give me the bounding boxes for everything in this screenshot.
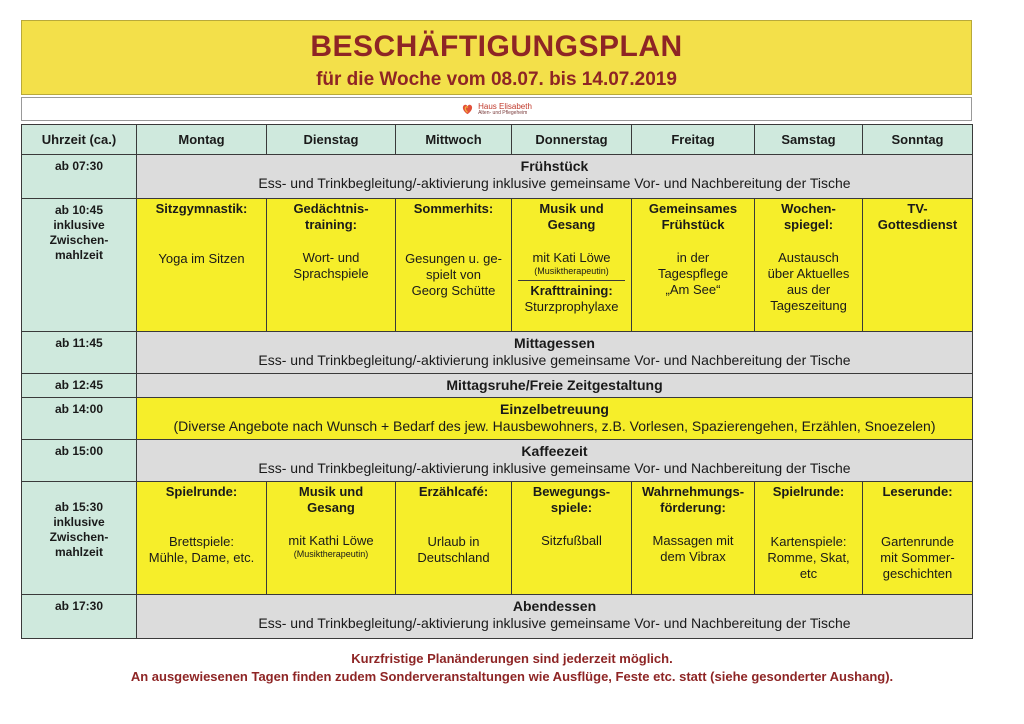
activity-cell-wed bbox=[396, 482, 512, 595]
meal-cell-lunch bbox=[137, 332, 973, 374]
activity-text: über Aktuelles bbox=[767, 266, 850, 281]
meal-title: Abendessen bbox=[512, 598, 597, 614]
activity-text: mit Kati Löwe bbox=[532, 250, 611, 265]
activity-text: Massagen mit bbox=[652, 533, 734, 548]
care-text: (Diverse Angebote nach Wunsch + Bedarf des jew. Hausbewohners, z.B. Vorlesen, Spazierengehen, Erzählen, Snoezelen) bbox=[173, 418, 936, 434]
activity-title: Gemeinsames bbox=[648, 201, 738, 216]
activity-text: „Am See“ bbox=[665, 282, 721, 297]
activity-cell-mon bbox=[137, 482, 267, 595]
meal-note: Ess- und Trinkbegleitung/-aktivierung inklusive gemeinsame Vor- und Nachbereitung der Tische bbox=[258, 460, 851, 476]
col-thursday: Donnerstag bbox=[512, 125, 632, 155]
activity-cell-sun bbox=[863, 482, 973, 595]
individual-care-cell bbox=[137, 398, 973, 440]
rest-title: Mittagsruhe/Freie Zeitgestaltung bbox=[446, 377, 663, 393]
activity-title: Gedächtnis- bbox=[293, 201, 369, 216]
page-subtitle: für die Woche vom 08.07. bis 14.07.2019 bbox=[316, 69, 677, 90]
activity-cell-fri bbox=[632, 482, 755, 595]
activity-text: geschichten bbox=[882, 566, 953, 581]
meal-note: Ess- und Trinkbegleitung/-aktivierung inklusive gemeinsame Vor- und Nachbereitung der Tische bbox=[258, 175, 851, 191]
activity-title: Erzählcafé: bbox=[418, 484, 489, 499]
time-label: mahlzeit bbox=[54, 248, 103, 262]
time-cell bbox=[22, 199, 137, 332]
activity-title: Gesang bbox=[547, 217, 596, 232]
activity-title: spiegel: bbox=[783, 217, 834, 232]
activity-text: Georg Schütte bbox=[411, 283, 496, 298]
footer-note-2: An ausgewiesenen Tagen finden zudem Sonderveranstaltungen wie Ausflüge, Feste etc. statt (siehe gesonderter Aushang). bbox=[130, 669, 894, 684]
row-1245 bbox=[22, 374, 973, 398]
meal-note: Ess- und Trinkbegleitung/-aktivierung inklusive gemeinsame Vor- und Nachbereitung der Tische bbox=[258, 352, 851, 368]
activity-title: Spielrunde: bbox=[772, 484, 845, 499]
activity-text: etc bbox=[799, 566, 818, 581]
logo-subtitle: Alten- und Pflegeheim bbox=[478, 109, 528, 116]
time-label: mahlzeit bbox=[54, 545, 103, 559]
activity-text: Sitzfußball bbox=[541, 533, 602, 548]
activity-title: Gesang bbox=[307, 500, 355, 515]
meal-note: Ess- und Trinkbegleitung/-aktivierung inklusive gemeinsame Vor- und Nachbereitung der Tische bbox=[258, 615, 851, 631]
col-wednesday: Mittwoch bbox=[396, 125, 512, 155]
activity-text: Austausch bbox=[778, 250, 839, 265]
header-row bbox=[22, 125, 973, 155]
activity-title: Bewegungs- bbox=[532, 484, 611, 499]
activity-title: Frühstück bbox=[661, 217, 725, 232]
footer-note-1: Kurzfristige Planänderungen sind jederzeit möglich. bbox=[351, 651, 673, 666]
activity-text: Kartenspiele: bbox=[770, 534, 847, 549]
activity-text: Wort- und bbox=[302, 250, 360, 265]
activity-title: Musik und bbox=[539, 201, 604, 216]
time-cell: ab 17:30 bbox=[22, 595, 137, 639]
col-tuesday: Dienstag bbox=[267, 125, 396, 155]
time-label: ab 10:45 bbox=[54, 203, 104, 217]
row-1530 bbox=[22, 482, 973, 595]
col-monday: Montag bbox=[137, 125, 267, 155]
meal-cell-coffee bbox=[137, 440, 973, 482]
activity-title: förderung: bbox=[660, 500, 726, 515]
activity-title: Wochen- bbox=[781, 201, 836, 216]
activity-text: Sprachspiele bbox=[293, 266, 369, 281]
activity-text: spielt von bbox=[426, 267, 481, 282]
activity-title: TV- bbox=[907, 201, 928, 216]
activity-text: Romme, Skat, bbox=[767, 550, 850, 565]
meal-cell-dinner bbox=[137, 595, 973, 639]
col-friday: Freitag bbox=[632, 125, 755, 155]
row-0730 bbox=[22, 155, 973, 199]
time-label: inklusive bbox=[53, 218, 105, 232]
heart-logo-icon bbox=[461, 103, 474, 116]
activity-cell-thu bbox=[512, 199, 632, 332]
col-saturday: Samstag bbox=[755, 125, 863, 155]
activity-text: dem Vibrax bbox=[660, 549, 726, 564]
time-label: Zwischen- bbox=[49, 233, 109, 247]
activity-cell-tue bbox=[267, 482, 396, 595]
activity-text: Mühle, Dame, etc. bbox=[148, 550, 255, 565]
row-1145 bbox=[22, 332, 973, 374]
activity-title: Wahrnehmungs- bbox=[641, 484, 745, 499]
row-1045 bbox=[22, 199, 973, 332]
activity-text: mit Sommer- bbox=[880, 550, 955, 565]
activity-text: Yoga im Sitzen bbox=[158, 251, 245, 266]
activity-text: Deutschland bbox=[417, 550, 490, 565]
activity-text: Tageszeitung bbox=[770, 298, 847, 313]
activity-text: Gartenrunde bbox=[881, 534, 954, 549]
time-cell: ab 14:00 bbox=[22, 398, 137, 440]
activity-text: Tagespflege bbox=[657, 266, 729, 281]
schedule-table bbox=[21, 124, 973, 639]
activity-cell-sat bbox=[755, 482, 863, 595]
activity-title: Spielrunde: bbox=[165, 484, 238, 499]
activity-text: Urlaub in bbox=[427, 534, 480, 549]
activity-text: in der bbox=[676, 250, 710, 265]
activity-title: Leserunde: bbox=[882, 484, 953, 499]
time-label: ab 15:30 bbox=[54, 500, 104, 514]
col-time: Uhrzeit (ca.) bbox=[22, 125, 137, 155]
time-label: inklusive bbox=[53, 515, 105, 529]
activity-text: Brettspiele: bbox=[168, 534, 235, 549]
time-label: Zwischen- bbox=[49, 530, 109, 544]
row-1730 bbox=[22, 595, 973, 639]
rest-cell bbox=[137, 374, 973, 398]
activity-title: Krafttraining: bbox=[530, 283, 613, 298]
time-cell: ab 07:30 bbox=[22, 155, 137, 199]
logo-name: Haus Elisabeth bbox=[478, 101, 532, 111]
activity-cell-sat bbox=[755, 199, 863, 332]
activity-title: spiele: bbox=[550, 500, 593, 515]
meal-title: Mittagessen bbox=[514, 335, 595, 351]
activity-text: Sturzprophylaxe bbox=[524, 299, 619, 314]
page-title: BESCHÄFTIGUNGSPLAN bbox=[310, 30, 683, 63]
activity-title: Sommerhits: bbox=[413, 201, 494, 216]
meal-cell-breakfast bbox=[137, 155, 973, 199]
time-cell bbox=[22, 482, 137, 595]
time-cell: ab 15:00 bbox=[22, 440, 137, 482]
divider bbox=[518, 280, 625, 281]
activity-title: training: bbox=[305, 217, 357, 232]
meal-title: Frühstück bbox=[520, 158, 589, 174]
activity-text: mit Kathi Löwe bbox=[288, 533, 374, 548]
logo-bar bbox=[21, 97, 972, 121]
row-1500 bbox=[22, 440, 973, 482]
time-cell: ab 11:45 bbox=[22, 332, 137, 374]
row-1400 bbox=[22, 398, 973, 440]
activity-cell-mon bbox=[137, 199, 267, 332]
activity-cell-thu bbox=[512, 482, 632, 595]
activity-text: aus der bbox=[786, 282, 831, 297]
time-cell: ab 12:45 bbox=[22, 374, 137, 398]
activity-cell-wed bbox=[396, 199, 512, 332]
care-title: Einzelbetreuung bbox=[500, 401, 609, 417]
activity-title: Sitzgymnastik: bbox=[155, 201, 248, 216]
activity-cell-sun bbox=[863, 199, 973, 332]
activity-note: (Musiktherapeutin) bbox=[534, 266, 609, 276]
activity-title: Gottesdienst bbox=[877, 217, 958, 232]
activity-text: Gesungen u. ge- bbox=[405, 251, 502, 266]
activity-cell-tue bbox=[267, 199, 396, 332]
col-sunday: Sonntag bbox=[863, 125, 973, 155]
activity-cell-fri bbox=[632, 199, 755, 332]
meal-title: Kaffeezeit bbox=[521, 443, 588, 459]
activity-note: (Musiktherapeutin) bbox=[293, 549, 369, 559]
header-banner bbox=[21, 20, 972, 95]
activity-title: Musik und bbox=[298, 484, 364, 499]
